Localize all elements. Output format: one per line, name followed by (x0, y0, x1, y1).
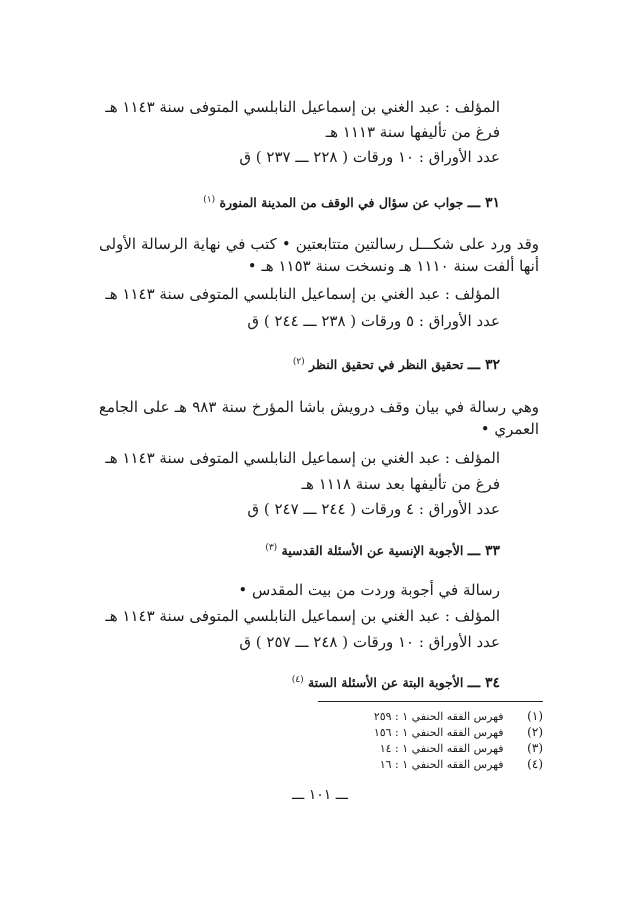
entry33-author: المؤلف : عبد الغني بن إسماعيل النابلسي المتوفى سنة ١١٤٣ هـ (105, 607, 500, 625)
entry34-heading (292, 670, 500, 693)
page-number: ـــ ١٠١ ـــ (291, 787, 349, 803)
entry32-note-ref: (٢) (292, 357, 305, 367)
entry32-leaves: عدد الأوراق : ٤ ورقات ( ٢٤٤ ـــ ٢٤٧ ) ق (247, 500, 500, 518)
entry34-title: الأجوبة البتة عن الأسئلة الستة (307, 675, 464, 691)
entry32-title: تحقيق النظر في تحقيق النظر (309, 357, 464, 373)
footnote-2-mark: (٢) (527, 725, 543, 739)
footnote-3-text: فهرس الفقه الحنفي ١ : ١٤ (379, 742, 504, 755)
entry32-number: ٣٢ ـــ (467, 357, 500, 374)
entry31-note-ref: (١) (203, 195, 216, 205)
entry33-heading (265, 538, 500, 561)
footnote-3 (380, 740, 543, 757)
footnote-4-mark: (٤) (527, 757, 543, 771)
footnote-1-mark: (١) (527, 709, 543, 723)
entry31-title: جواب عن سؤال في الوقف من المدينة المنورة (219, 195, 464, 211)
entry31-description: وقد ورد على شكـــل رسالتين متتابعتين • كتب في نهاية الرسالة الأولى أنها ألفت سنة ١١١٠ هـ ونسخت سنة ١١٥٣ هـ • (99, 235, 539, 275)
entry34-note-ref: (٤) (291, 675, 304, 685)
entry31-number: ٣١ ـــ (467, 195, 500, 212)
entry32-author: المؤلف : عبد الغني بن إسماعيل النابلسي المتوفى سنة ١١٤٣ هـ (105, 449, 500, 467)
footnote-1 (374, 708, 543, 725)
entry30-author: المؤلف : عبد الغني بن إسماعيل النابلسي المتوفى سنة ١١٤٣ هـ (105, 98, 500, 116)
entry33-title: الأجوبة الإنسية عن الأسئلة القدسية (281, 543, 464, 559)
entry32-description: وهي رسالة في بيان وقف درويش باشا المؤرخ سنة ٩٨٣ هـ على الجامع العمري • (99, 398, 539, 438)
footnote-4-text: فهرس الفقه الحنفي ١ : ١٦ (379, 758, 504, 771)
entry31-leaves: عدد الأوراق : ٥ ورقات ( ٢٣٨ ـــ ٢٤٤ ) ق (247, 312, 500, 330)
entry33-description: رسالة في أجوبة وردت من بيت المقدس • (238, 581, 500, 599)
entry32-heading (293, 352, 500, 375)
entry33-leaves: عدد الأوراق : ١٠ ورقات ( ٢٤٨ ـــ ٢٥٧ ) ق (239, 633, 500, 651)
entry33-number: ٣٣ ـــ (467, 543, 500, 560)
footnote-divider (318, 701, 543, 702)
entry31-author: المؤلف : عبد الغني بن إسماعيل النابلسي المتوفى سنة ١١٤٣ هـ (105, 285, 500, 303)
footnote-2-text: فهرس الفقه الحنفي ١ : ١٥٦ (373, 726, 504, 739)
footnote-3-mark: (٣) (527, 741, 543, 755)
entry34-number: ٣٤ ـــ (467, 675, 500, 692)
footnote-2 (374, 724, 543, 741)
entry33-note-ref: (٣) (265, 543, 278, 553)
entry30-finished: فرغ من تأليفها سنة ١١١٣ هـ (325, 123, 500, 141)
footnote-4 (380, 756, 543, 773)
footnote-1-text: فهرس الفقه الحنفي ١ : ٢٥٩ (373, 710, 504, 723)
entry32-finished: فرغ من تأليفها بعد سنة ١١١٨ هـ (301, 475, 500, 493)
entry30-leaves: عدد الأوراق : ١٠ ورقات ( ٢٢٨ ـــ ٢٣٧ ) ق (239, 148, 500, 166)
entry31-heading (203, 190, 500, 213)
